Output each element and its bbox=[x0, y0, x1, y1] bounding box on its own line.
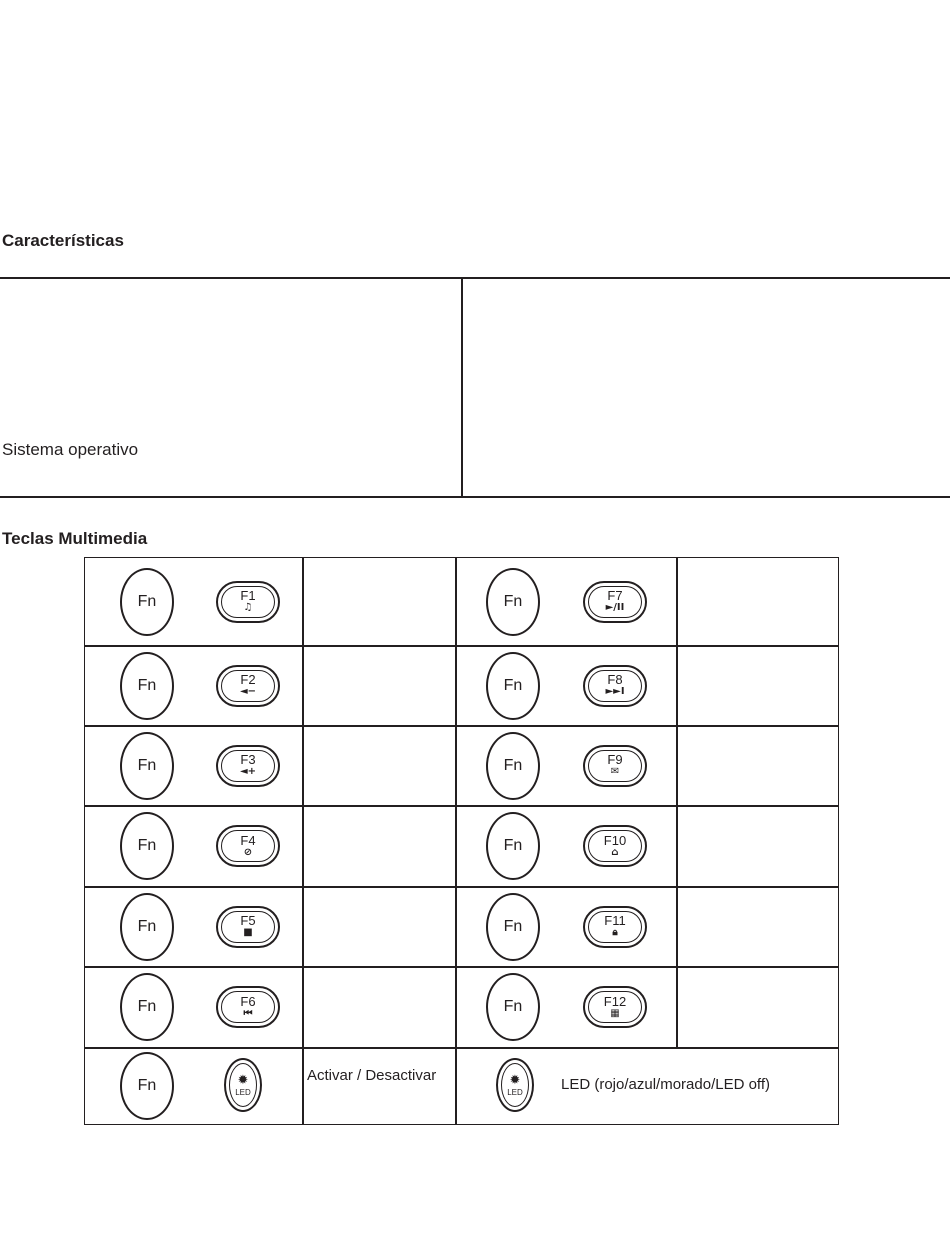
table-row-divider bbox=[85, 805, 838, 807]
features-title: Características bbox=[2, 231, 124, 250]
os-label: Sistema operativo bbox=[2, 440, 139, 459]
mute-icon: ⊘ bbox=[243, 846, 253, 858]
function-key-f3 bbox=[216, 745, 280, 787]
fn-key: Fn bbox=[120, 652, 174, 720]
led-key-label: LED bbox=[235, 1087, 251, 1097]
sun-icon: ✹ bbox=[509, 1072, 521, 1088]
function-key-f6 bbox=[216, 986, 280, 1028]
function-key-label: F11 bbox=[604, 913, 626, 928]
table-row-divider bbox=[85, 725, 838, 727]
function-key-label: F5 bbox=[240, 913, 256, 928]
function-key-label: F7 bbox=[607, 588, 623, 603]
home-icon: ⌂ bbox=[611, 846, 619, 858]
fn-key: Fn bbox=[486, 732, 540, 800]
function-key-f4 bbox=[216, 825, 280, 867]
mail-icon: ✉ bbox=[610, 766, 620, 777]
next-track-icon: ►►I bbox=[605, 686, 625, 697]
function-key-label: F2 bbox=[240, 672, 256, 687]
function-key-f7 bbox=[583, 581, 647, 623]
multimedia-title: Teclas Multimedia bbox=[2, 529, 148, 548]
table-row-divider bbox=[85, 1047, 838, 1049]
function-key-label: F12 bbox=[603, 993, 627, 1009]
sun-icon: ✹ bbox=[237, 1072, 249, 1088]
table-col-divider bbox=[676, 558, 678, 1048]
function-key-label: F8 bbox=[607, 672, 623, 687]
features-bottom-rule bbox=[0, 496, 950, 498]
fn-key: Fn bbox=[486, 812, 540, 880]
music-note-icon: ♫ bbox=[243, 602, 253, 613]
function-key-label: F9 bbox=[607, 752, 623, 767]
table-row-divider bbox=[85, 966, 838, 968]
previous-track-icon: ⏮ bbox=[243, 1007, 253, 1019]
function-key-label: F1 bbox=[240, 588, 256, 603]
function-key-f2 bbox=[216, 665, 280, 707]
stop-icon: ■ bbox=[243, 927, 253, 938]
function-key-f10 bbox=[583, 825, 647, 867]
fn-key: Fn bbox=[486, 973, 540, 1041]
function-key-f8 bbox=[583, 665, 647, 707]
led-key bbox=[496, 1058, 534, 1112]
volume-up-icon: ◄+ bbox=[239, 766, 257, 777]
features-column-divider bbox=[461, 278, 463, 497]
multimedia-keys-table bbox=[84, 557, 839, 1125]
table-col-divider bbox=[455, 558, 457, 1124]
lock-icon: 🔒︎ bbox=[612, 927, 618, 938]
function-key-label: F6 bbox=[240, 993, 256, 1009]
led-toggle-description: Activar / Desactivar bbox=[307, 1067, 437, 1084]
table-col-divider bbox=[302, 558, 304, 1124]
led-color-description: LED (rojo/azul/morado/LED off) bbox=[561, 1076, 770, 1093]
fn-key: Fn bbox=[120, 732, 174, 800]
fn-key: Fn bbox=[120, 1052, 174, 1120]
volume-down-icon: ◄− bbox=[239, 686, 257, 697]
fn-key: Fn bbox=[120, 973, 174, 1041]
fn-key: Fn bbox=[120, 568, 174, 636]
function-key-f9 bbox=[583, 745, 647, 787]
led-key bbox=[224, 1058, 262, 1112]
function-key-label: F4 bbox=[240, 832, 256, 848]
function-key-f5 bbox=[216, 906, 280, 948]
function-key-label: F3 bbox=[240, 752, 256, 767]
features-top-rule bbox=[0, 277, 950, 279]
fn-key: Fn bbox=[486, 893, 540, 961]
table-row-divider bbox=[85, 645, 838, 647]
function-key-f12 bbox=[583, 986, 647, 1028]
fn-key: Fn bbox=[486, 568, 540, 636]
function-key-f1 bbox=[216, 581, 280, 623]
calculator-icon: ▦ bbox=[610, 1007, 620, 1019]
fn-key: Fn bbox=[486, 652, 540, 720]
function-key-label: F10 bbox=[603, 832, 627, 848]
led-key-label: LED bbox=[507, 1087, 523, 1097]
table-row-divider bbox=[85, 886, 838, 888]
function-key-f11 bbox=[583, 906, 647, 948]
fn-key: Fn bbox=[120, 893, 174, 961]
play-pause-icon: ►/II bbox=[605, 602, 625, 613]
fn-key: Fn bbox=[120, 812, 174, 880]
